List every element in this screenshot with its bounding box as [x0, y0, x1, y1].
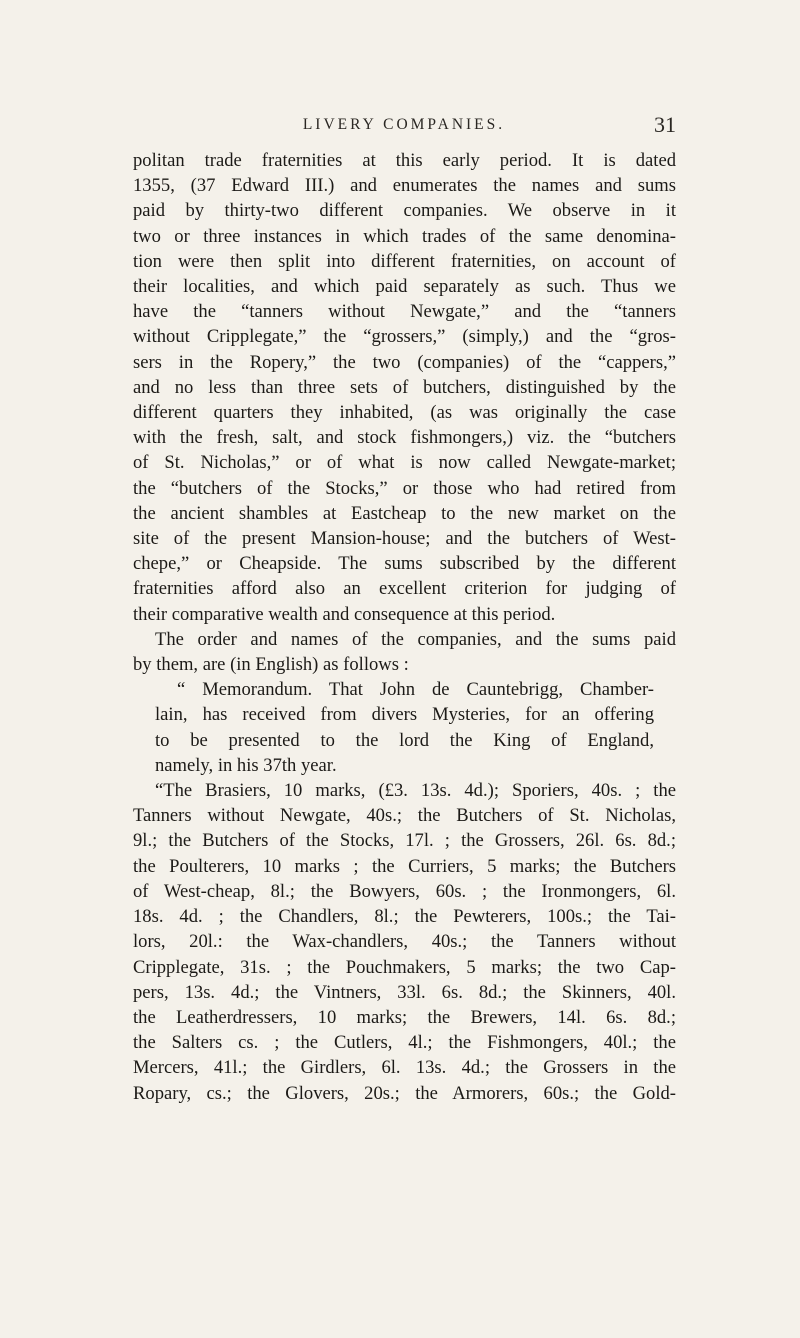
text-line: 18s. 4d. ; the Chandlers, 8l.; the Pewterers, 100s.; the Tai- [133, 906, 676, 928]
text-line: namely, in his 37th year. [155, 754, 337, 776]
text-line: without Cripplegate,” the “grossers,” (simply,) and the “gros- [133, 326, 676, 348]
paragraph-company-list [133, 778, 676, 1106]
text-line: different quarters they inhabited, (as was originally the case [133, 402, 676, 424]
text-line: “The Brasiers, 10 marks, (£3. 13s. 4d.); Sporiers, 40s. ; the [155, 780, 676, 802]
text-line: to be presented to the lord the King of England, [155, 729, 654, 751]
text-line: Cripplegate, 31s. ; the Pouchmakers, 5 marks; the two Cap- [133, 956, 676, 978]
text-line: with the fresh, salt, and stock fishmongers,) viz. the “butchers [133, 427, 676, 449]
text-line: the Poulterers, 10 marks ; the Curriers, 5 marks; the Butchers [133, 855, 676, 877]
text-line: the Salters cs. ; the Cutlers, 4l.; the Fishmongers, 40l.; the [133, 1032, 676, 1054]
text-line: Tanners without Newgate, 40s.; the Butchers of St. Nicholas, [133, 805, 676, 827]
text-line: have the “tanners without Newgate,” and the “tanners [133, 301, 676, 323]
text-line: the ancient shambles at Eastcheap to the new market on the [133, 502, 676, 524]
text-line: by them, are (in English) as follows : [133, 654, 409, 676]
text-line: sers in the Ropery,” the two (companies) of the “cappers,” [133, 351, 676, 373]
text-line: the “butchers of the Stocks,” or those who had retired from [133, 477, 676, 499]
text-line: tion were then split into different fraternities, on account of [133, 250, 676, 272]
text-line: paid by thirty-two different companies. We observe in it [133, 200, 676, 222]
text-line: Mercers, 41l.; the Girdlers, 6l. 13s. 4d.; the Grossers in the [133, 1057, 676, 1079]
text-line: two or three instances in which trades of the same denomina- [133, 225, 676, 247]
text-line: site of the present Mansion-house; and the butchers of West- [133, 528, 676, 550]
text-line: 9l.; the Butchers of the Stocks, 17l. ; the Grossers, 26l. 6s. 8d.; [133, 830, 676, 852]
running-head [132, 112, 676, 142]
text-line: of St. Nicholas,” or of what is now called Newgate-market; [133, 452, 676, 474]
text-line: of West-cheap, 8l.; the Bowyers, 60s. ; the Ironmongers, 6l. [133, 880, 676, 902]
text-line: fraternities afford also an excellent criterion for judging of [133, 578, 676, 600]
text-line: lors, 20l.: the Wax-chandlers, 40s.; the Tanners without [133, 931, 676, 953]
text-line: The order and names of the companies, and the sums paid [155, 628, 676, 650]
text-line: pers, 13s. 4d.; the Vintners, 33l. 6s. 8d.; the Skinners, 40l. [133, 981, 676, 1003]
text-line: their localities, and which paid separately as such. Thus we [133, 276, 676, 298]
running-title: LIVERY COMPANIES. [302, 116, 506, 133]
text-line: chepe,” or Cheapside. The sums subscribed by the different [133, 553, 676, 575]
text-line: the Leatherdressers, 10 marks; the Brewers, 14l. 6s. 8d.; [133, 1006, 676, 1028]
text-line: 1355, (37 Edward III.) and enumerates the names and sums [133, 175, 676, 197]
paragraph-introduction [133, 148, 676, 627]
text-line: politan trade fraternities at this early period. It is dated [133, 150, 676, 171]
text-line: and no less than three sets of butchers, distinguished by the [133, 376, 676, 398]
body-text [133, 148, 676, 1106]
text-line: “ Memorandum. That John de Cauntebrigg, Chamber- [177, 679, 654, 701]
text-line: lain, has received from divers Mysteries, for an offering [155, 704, 654, 726]
paragraph-order-of-companies [133, 627, 676, 677]
page-number: 31 [654, 112, 676, 137]
paragraph-memorandum [133, 677, 676, 778]
text-line: Ropary, cs.; the Glovers, 20s.; the Armorers, 60s.; the Gold- [133, 1082, 676, 1104]
text-line: their comparative wealth and consequence at this period. [133, 603, 556, 625]
